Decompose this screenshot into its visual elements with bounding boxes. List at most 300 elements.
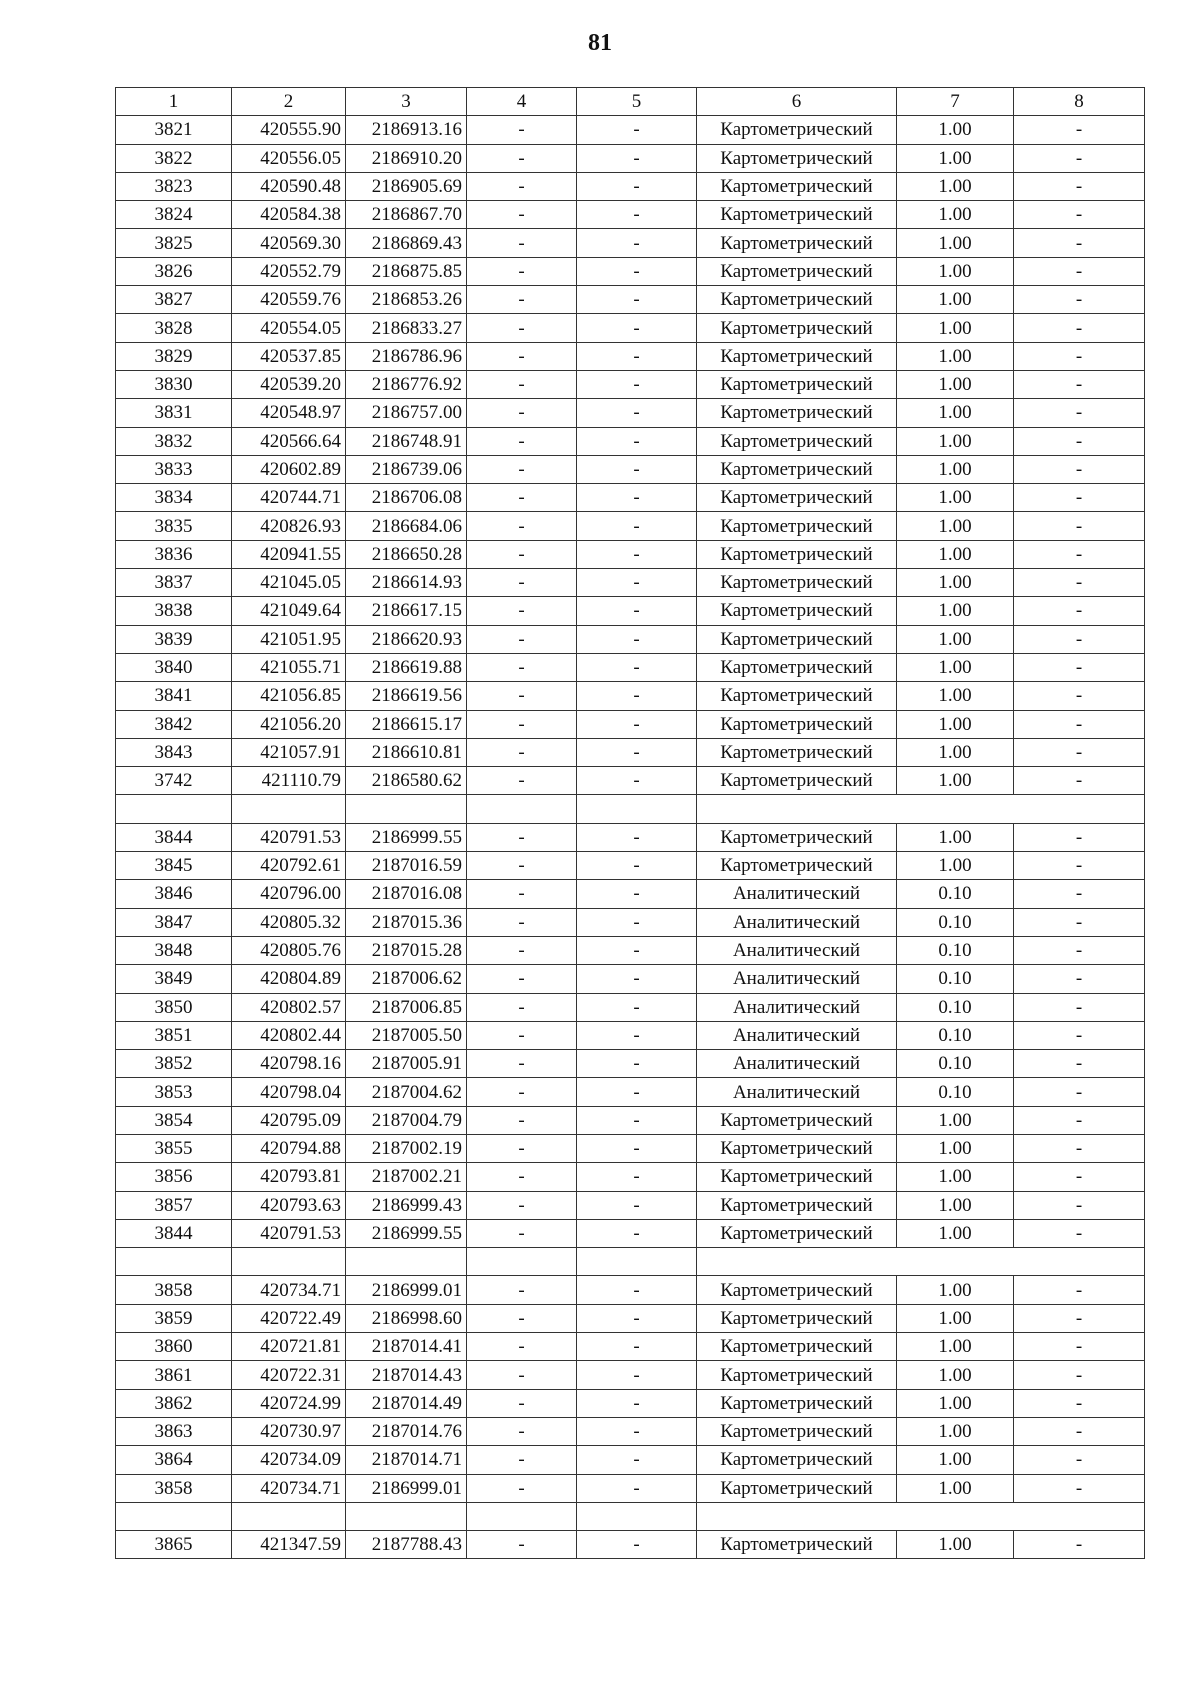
point-number-cell: 3836 [116,540,232,568]
method-cell: Картометрический [697,116,897,144]
point-number-cell: 3843 [116,738,232,766]
accuracy-cell: 1.00 [897,1417,1014,1445]
x-coordinate-cell: 420721.81 [232,1333,346,1361]
column-8-cell: - [1014,286,1145,314]
y-coordinate-cell: 2186684.06 [346,512,467,540]
column-5-cell: - [577,1219,697,1247]
y-coordinate-cell: 2187015.28 [346,936,467,964]
point-number-cell: 3822 [116,144,232,172]
accuracy-cell: 1.00 [897,201,1014,229]
method-cell: Аналитический [697,1050,897,1078]
y-coordinate-cell: 2187002.19 [346,1134,467,1162]
y-coordinate-cell: 2186706.08 [346,484,467,512]
point-number-cell: 3831 [116,399,232,427]
column-8-cell: - [1014,314,1145,342]
column-4-cell: - [467,1531,577,1559]
point-number-cell: 3844 [116,823,232,851]
column-5-cell: - [577,597,697,625]
column-5-cell: - [577,342,697,370]
point-number-cell: 3855 [116,1134,232,1162]
column-8-cell: - [1014,908,1145,936]
point-number-cell: 3860 [116,1333,232,1361]
column-4-cell: - [467,399,577,427]
accuracy-cell: 1.00 [897,653,1014,681]
point-number-cell: 3865 [116,1531,232,1559]
table-row [116,427,1145,455]
x-coordinate-cell: 420798.16 [232,1050,346,1078]
accuracy-cell: 1.00 [897,738,1014,766]
accuracy-cell: 1.00 [897,1276,1014,1304]
method-cell: Аналитический [697,880,897,908]
point-number-cell: 3839 [116,625,232,653]
column-5-cell: - [577,455,697,483]
point-number-cell: 3832 [116,427,232,455]
y-coordinate-cell: 2186614.93 [346,569,467,597]
x-coordinate-cell: 420566.64 [232,427,346,455]
x-coordinate-cell: 421045.05 [232,569,346,597]
column-5-cell: - [577,370,697,398]
y-coordinate-cell: 2186913.16 [346,116,467,144]
column-8-cell: - [1014,257,1145,285]
column-5-cell: - [577,201,697,229]
point-number-cell: 3833 [116,455,232,483]
column-4-cell: - [467,512,577,540]
point-number-cell: 3859 [116,1304,232,1332]
x-coordinate-cell: 420569.30 [232,229,346,257]
x-coordinate-cell: 420791.53 [232,823,346,851]
x-coordinate-cell: 420798.04 [232,1078,346,1106]
method-cell: Картометрический [697,767,897,795]
accuracy-cell: 1.00 [897,512,1014,540]
method-cell: Картометрический [697,1134,897,1162]
table-body [116,116,1145,1559]
column-8-cell: - [1014,710,1145,738]
point-number-cell: 3864 [116,1446,232,1474]
column-4-cell: - [467,767,577,795]
point-number-cell: 3853 [116,1078,232,1106]
accuracy-cell: 1.00 [897,1106,1014,1134]
table-row [116,1417,1145,1445]
point-number-cell: 3850 [116,993,232,1021]
x-coordinate-cell: 420793.81 [232,1163,346,1191]
method-cell: Картометрический [697,1191,897,1219]
y-coordinate-cell: 2186617.15 [346,597,467,625]
table-row [116,1333,1145,1361]
column-8-cell: - [1014,1050,1145,1078]
column-5-cell: - [577,1417,697,1445]
table-row [116,653,1145,681]
column-4-cell: - [467,342,577,370]
column-header: 6 [697,88,897,116]
method-cell: Картометрический [697,852,897,880]
column-5-cell: - [577,682,697,710]
column-4-cell: - [467,852,577,880]
column-8-cell: - [1014,201,1145,229]
table-row [116,172,1145,200]
point-number-cell: 3863 [116,1417,232,1445]
method-cell: Аналитический [697,1078,897,1106]
method-cell: Картометрический [697,1531,897,1559]
table-row [116,1361,1145,1389]
table-row [116,1219,1145,1247]
accuracy-cell: 1.00 [897,1389,1014,1417]
accuracy-cell: 1.00 [897,1531,1014,1559]
column-8-cell: - [1014,1389,1145,1417]
accuracy-cell: 1.00 [897,1134,1014,1162]
column-8-cell: - [1014,993,1145,1021]
column-4-cell: - [467,1163,577,1191]
x-coordinate-cell: 420793.63 [232,1191,346,1219]
accuracy-cell: 0.10 [897,993,1014,1021]
y-coordinate-cell: 2187014.76 [346,1417,467,1445]
column-8-cell: - [1014,1361,1145,1389]
accuracy-cell: 1.00 [897,1333,1014,1361]
y-coordinate-cell: 2186619.88 [346,653,467,681]
column-5-cell: - [577,512,697,540]
x-coordinate-cell: 420734.09 [232,1446,346,1474]
x-coordinate-cell: 421049.64 [232,597,346,625]
y-coordinate-cell: 2186610.81 [346,738,467,766]
column-5-cell: - [577,1021,697,1049]
point-number-cell: 3827 [116,286,232,314]
column-8-cell: - [1014,1106,1145,1134]
y-coordinate-cell: 2187014.41 [346,1333,467,1361]
column-4-cell: - [467,1078,577,1106]
column-5-cell: - [577,1106,697,1134]
column-8-cell: - [1014,625,1145,653]
table-row [116,144,1145,172]
table-row [116,852,1145,880]
x-coordinate-cell: 420559.76 [232,286,346,314]
column-4-cell: - [467,286,577,314]
table-row [116,738,1145,766]
column-8-cell: - [1014,342,1145,370]
y-coordinate-cell: 2186905.69 [346,172,467,200]
empty-cell [577,795,697,823]
accuracy-cell: 1.00 [897,1474,1014,1502]
column-4-cell: - [467,1446,577,1474]
column-5-cell: - [577,1134,697,1162]
column-4-cell: - [467,993,577,1021]
method-cell: Аналитический [697,965,897,993]
column-4-cell: - [467,1474,577,1502]
table-row [116,880,1145,908]
column-8-cell: - [1014,116,1145,144]
column-5-cell: - [577,540,697,568]
accuracy-cell: 0.10 [897,1021,1014,1049]
column-8-cell: - [1014,484,1145,512]
column-header: 5 [577,88,697,116]
empty-cell [116,1248,232,1276]
table-row [116,1106,1145,1134]
method-cell: Картометрический [697,229,897,257]
separator-row [116,1502,1145,1530]
column-5-cell: - [577,653,697,681]
y-coordinate-cell: 2186910.20 [346,144,467,172]
column-8-cell: - [1014,229,1145,257]
x-coordinate-cell: 420722.31 [232,1361,346,1389]
method-cell: Картометрический [697,427,897,455]
column-5-cell: - [577,229,697,257]
table-row [116,1021,1145,1049]
empty-cell [467,1248,577,1276]
column-header: 8 [1014,88,1145,116]
column-5-cell: - [577,823,697,851]
column-4-cell: - [467,880,577,908]
column-8-cell: - [1014,682,1145,710]
method-cell: Картометрический [697,455,897,483]
accuracy-cell: 1.00 [897,597,1014,625]
column-4-cell: - [467,484,577,512]
column-5-cell: - [577,908,697,936]
x-coordinate-cell: 420554.05 [232,314,346,342]
point-number-cell: 3826 [116,257,232,285]
table-row [116,767,1145,795]
column-5-cell: - [577,1531,697,1559]
accuracy-cell: 1.00 [897,144,1014,172]
empty-cell [697,1248,1145,1276]
accuracy-cell: 1.00 [897,370,1014,398]
column-5-cell: - [577,257,697,285]
method-cell: Картометрический [697,1304,897,1332]
column-4-cell: - [467,682,577,710]
empty-cell [467,795,577,823]
point-number-cell: 3852 [116,1050,232,1078]
y-coordinate-cell: 2186999.43 [346,1191,467,1219]
y-coordinate-cell: 2187014.43 [346,1361,467,1389]
column-8-cell: - [1014,569,1145,597]
point-number-cell: 3849 [116,965,232,993]
empty-cell [346,1502,467,1530]
accuracy-cell: 0.10 [897,880,1014,908]
column-5-cell: - [577,484,697,512]
x-coordinate-cell: 420590.48 [232,172,346,200]
x-coordinate-cell: 421057.91 [232,738,346,766]
point-number-cell: 3835 [116,512,232,540]
column-4-cell: - [467,653,577,681]
x-coordinate-cell: 421056.20 [232,710,346,738]
accuracy-cell: 1.00 [897,569,1014,597]
x-coordinate-cell: 420556.05 [232,144,346,172]
y-coordinate-cell: 2186580.62 [346,767,467,795]
method-cell: Картометрический [697,597,897,625]
column-8-cell: - [1014,965,1145,993]
x-coordinate-cell: 420722.49 [232,1304,346,1332]
method-cell: Картометрический [697,738,897,766]
column-8-cell: - [1014,399,1145,427]
column-5-cell: - [577,1276,697,1304]
table-row [116,908,1145,936]
point-number-cell: 3830 [116,370,232,398]
column-8-cell: - [1014,767,1145,795]
column-4-cell: - [467,1021,577,1049]
x-coordinate-cell: 420805.32 [232,908,346,936]
separator-row [116,795,1145,823]
table-row [116,710,1145,738]
point-number-cell: 3828 [116,314,232,342]
column-5-cell: - [577,993,697,1021]
column-5-cell: - [577,427,697,455]
y-coordinate-cell: 2186776.92 [346,370,467,398]
y-coordinate-cell: 2186867.70 [346,201,467,229]
table-row [116,1050,1145,1078]
y-coordinate-cell: 2187006.85 [346,993,467,1021]
point-number-cell: 3851 [116,1021,232,1049]
empty-cell [577,1248,697,1276]
column-4-cell: - [467,823,577,851]
column-8-cell: - [1014,823,1145,851]
method-cell: Картометрический [697,1361,897,1389]
accuracy-cell: 1.00 [897,682,1014,710]
accuracy-cell: 1.00 [897,229,1014,257]
method-cell: Картометрический [697,540,897,568]
table-row [116,936,1145,964]
point-number-cell: 3862 [116,1389,232,1417]
column-4-cell: - [467,908,577,936]
method-cell: Картометрический [697,823,897,851]
column-4-cell: - [467,965,577,993]
accuracy-cell: 0.10 [897,1050,1014,1078]
point-number-cell: 3838 [116,597,232,625]
accuracy-cell: 1.00 [897,427,1014,455]
method-cell: Картометрический [697,1417,897,1445]
point-number-cell: 3858 [116,1474,232,1502]
column-4-cell: - [467,116,577,144]
point-number-cell: 3840 [116,653,232,681]
table-row [116,484,1145,512]
table-row [116,314,1145,342]
table-row [116,1191,1145,1219]
table-row [116,993,1145,1021]
column-4-cell: - [467,229,577,257]
method-cell: Картометрический [697,286,897,314]
method-cell: Картометрический [697,1474,897,1502]
method-cell: Картометрический [697,682,897,710]
column-4-cell: - [467,201,577,229]
column-8-cell: - [1014,1163,1145,1191]
empty-cell [346,795,467,823]
y-coordinate-cell: 2187004.62 [346,1078,467,1106]
x-coordinate-cell: 420730.97 [232,1417,346,1445]
accuracy-cell: 0.10 [897,1078,1014,1106]
method-cell: Картометрический [697,1446,897,1474]
table-row [116,399,1145,427]
x-coordinate-cell: 420734.71 [232,1276,346,1304]
point-number-cell: 3861 [116,1361,232,1389]
table-row [116,597,1145,625]
table-row [116,116,1145,144]
page-number: 81 [588,30,612,56]
y-coordinate-cell: 2186650.28 [346,540,467,568]
y-coordinate-cell: 2186786.96 [346,342,467,370]
column-8-cell: - [1014,512,1145,540]
column-5-cell: - [577,1163,697,1191]
point-number-cell: 3823 [116,172,232,200]
column-4-cell: - [467,1333,577,1361]
accuracy-cell: 1.00 [897,116,1014,144]
table-row [116,1276,1145,1304]
point-number-cell: 3825 [116,229,232,257]
column-5-cell: - [577,738,697,766]
column-4-cell: - [467,1304,577,1332]
column-5-cell: - [577,569,697,597]
point-number-cell: 3848 [116,936,232,964]
x-coordinate-cell: 420552.79 [232,257,346,285]
column-8-cell: - [1014,1474,1145,1502]
separator-row [116,1248,1145,1276]
table-row [116,229,1145,257]
table-row [116,1163,1145,1191]
column-8-cell: - [1014,370,1145,398]
table-row [116,965,1145,993]
point-number-cell: 3845 [116,852,232,880]
column-4-cell: - [467,1191,577,1219]
empty-cell [232,795,346,823]
column-4-cell: - [467,625,577,653]
column-4-cell: - [467,1417,577,1445]
method-cell: Аналитический [697,908,897,936]
column-4-cell: - [467,314,577,342]
y-coordinate-cell: 2186748.91 [346,427,467,455]
method-cell: Картометрический [697,625,897,653]
column-4-cell: - [467,370,577,398]
point-number-cell: 3834 [116,484,232,512]
column-5-cell: - [577,1361,697,1389]
table-row [116,540,1145,568]
accuracy-cell: 1.00 [897,1219,1014,1247]
y-coordinate-cell: 2187014.71 [346,1446,467,1474]
column-4-cell: - [467,936,577,964]
empty-cell [346,1248,467,1276]
x-coordinate-cell: 420555.90 [232,116,346,144]
column-4-cell: - [467,1276,577,1304]
x-coordinate-cell: 420734.71 [232,1474,346,1502]
table-row [116,1304,1145,1332]
table-header-row [116,88,1145,116]
column-header: 3 [346,88,467,116]
accuracy-cell: 1.00 [897,540,1014,568]
table-row [116,257,1145,285]
column-4-cell: - [467,569,577,597]
method-cell: Картометрический [697,342,897,370]
coordinates-table [115,87,1145,1559]
column-4-cell: - [467,710,577,738]
column-8-cell: - [1014,1531,1145,1559]
point-number-cell: 3847 [116,908,232,936]
column-header: 2 [232,88,346,116]
column-5-cell: - [577,1191,697,1219]
column-8-cell: - [1014,1191,1145,1219]
column-4-cell: - [467,172,577,200]
column-5-cell: - [577,1333,697,1361]
empty-cell [467,1502,577,1530]
method-cell: Аналитический [697,1021,897,1049]
empty-cell [232,1502,346,1530]
column-4-cell: - [467,144,577,172]
accuracy-cell: 1.00 [897,852,1014,880]
y-coordinate-cell: 2187005.50 [346,1021,467,1049]
x-coordinate-cell: 420602.89 [232,455,346,483]
column-5-cell: - [577,144,697,172]
x-coordinate-cell: 420941.55 [232,540,346,568]
y-coordinate-cell: 2186999.55 [346,823,467,851]
column-8-cell: - [1014,1304,1145,1332]
column-5-cell: - [577,1446,697,1474]
column-8-cell: - [1014,653,1145,681]
table-row [116,201,1145,229]
table-row [116,370,1145,398]
column-5-cell: - [577,172,697,200]
